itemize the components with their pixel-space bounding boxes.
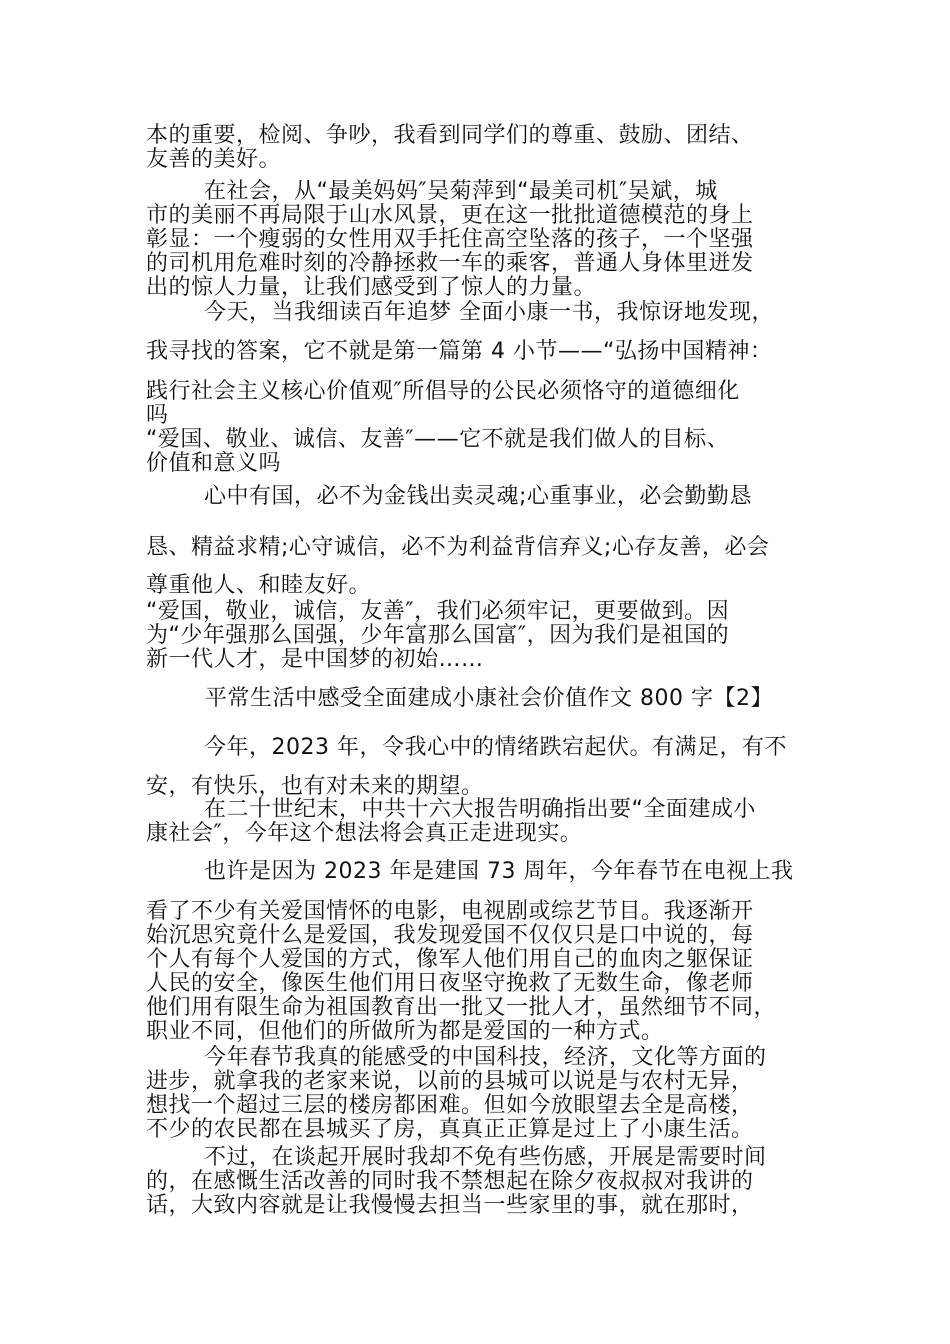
text-line: 出的惊人力量，让我们感受到了惊人的力量。 [146, 275, 597, 300]
text-line: 今年春节我真的能感受的中国科技，经济，文化等方面的 [204, 1045, 767, 1070]
text-line: “爱国、敬业、诚信、友善″——它不就是我们做人的目标、 [146, 427, 730, 452]
text-line: 想找一个超过三层的楼房都困难。但如今放眼望去全是高楼， [146, 1093, 754, 1118]
text-line: 尊重他人、和睦友好。 [146, 573, 372, 598]
text-line: 心中有国，必不为金钱出卖灵魂;心重事业，必会勤勤恳 [204, 484, 752, 509]
text-line: 恳、精益求精;心守诚信，必不为利益背信弃义;心存友善，必会 [146, 535, 770, 560]
text-line: 践行社会主义核心价值观″所倡导的公民必须恪守的道德细化 [146, 379, 740, 404]
text-line: 今年，2023 年，令我心中的情绪跌宕起伏。有满足，有不 [204, 735, 787, 760]
text-line: 友善的美好。 [146, 147, 282, 172]
text-line: 价值和意义吗 [146, 451, 282, 476]
text-line: 话，大致内容就是让我慢慢去担当一些家里的事，就在那时， [146, 1193, 754, 1218]
text-line: 吗 [146, 403, 169, 428]
text-line: 不少的农民都在县城买了房，真真正正算是过上了小康生活。 [146, 1117, 754, 1142]
text-line: 本的重要，检阅、争吵，我看到同学们的尊重、鼓励、团结、 [146, 123, 754, 148]
text-line: 人民的安全，像医生他们用日夜坚守挽救了无数生命，像老师 [146, 971, 754, 996]
text-line: 在二十世纪末，中共十六大报告明确指出要“全面建成小 [204, 797, 756, 822]
text-line: 市的美丽不再局限于山水风景，更在这一批批道德模范的身上 [146, 203, 754, 228]
text-line: 安，有快乐，也有对未来的期望。 [146, 774, 484, 799]
text-line: “爱国，敬业，诚信，友善″，我们必须牢记，更要做到。因 [146, 599, 730, 624]
text-line: 不过，在谈起开展时我却不免有些伤感，开展是需要时间 [204, 1145, 767, 1170]
text-line: 职业不同，但他们的所做所为都是爱国的一种方式。 [146, 1019, 664, 1044]
text-line: 他们用有限生命为祖国教育出一批又一批人才，虽然细节不同， [146, 995, 777, 1020]
text-line: 看了不少有关爱国情怀的电影，电视剧或综艺节目。我逐渐开 [146, 899, 754, 924]
text-line: 也许是因为 2023 年是建国 73 周年，今年春节在电视上我 [204, 859, 794, 884]
section-heading: 平常生活中感受全面建成小康社会价值作文 800 字【2】 [205, 686, 773, 711]
text-line: 康社会″，今年这个想法将会真正走进现实。 [146, 821, 583, 846]
text-line: 我寻找的答案，它不就是第一篇第 4 小节——“弘扬中国精神： [146, 339, 773, 364]
text-line: 在社会，从“最美妈妈″吴菊萍到“最美司机″吴斌，城 [204, 179, 718, 204]
text-line: 新一代人才，是中国梦的初始…… [146, 647, 484, 672]
text-line: 始沉思究竟什么是爱国，我发现爱国不仅仅只是口中说的，每 [146, 923, 754, 948]
text-line: 的司机用危难时刻的冷静拯救一车的乘客，普通人身体里迸发 [146, 251, 754, 276]
text-line: 个人有每个人爱国的方式，像军人他们用自己的血肉之躯保证 [146, 947, 754, 972]
text-line: 今天，当我细读百年追梦 全面小康一书，我惊讶地发现， [204, 300, 774, 325]
text-line: 彰显：一个瘦弱的女性用双手托住高空坠落的孩子，一个坚强 [146, 227, 754, 252]
text-line: 的，在感慨生活改善的同时我不禁想起在除夕夜叔叔对我讲的 [146, 1169, 754, 1194]
text-line: 为“少年强那么国强，少年富那么国富″，因为我们是祖国的 [146, 623, 730, 648]
text-line: 进步，就拿我的老家来说，以前的县城可以说是与农村无异， [146, 1069, 754, 1094]
